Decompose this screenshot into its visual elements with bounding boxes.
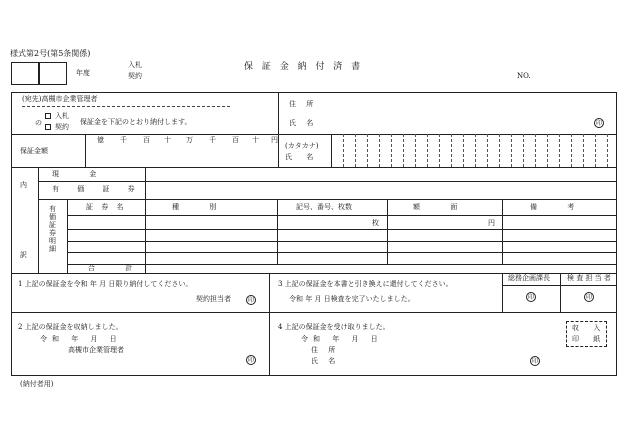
address-label: 住 所 bbox=[289, 100, 318, 108]
stamp-line-2: 印 紙 bbox=[572, 335, 607, 343]
year-box-2[interactable] bbox=[39, 62, 67, 85]
kana-label: (カタカナ) bbox=[285, 142, 319, 150]
amount-label: 保証金額 bbox=[20, 147, 48, 155]
no-label: NO. bbox=[517, 72, 531, 80]
col-number: 記号、番号、枚数 bbox=[296, 203, 352, 211]
manager-label: 総務企画課長 bbox=[508, 274, 550, 282]
unit-yen-detail: 円 bbox=[488, 219, 495, 227]
year-box[interactable] bbox=[11, 62, 39, 85]
kana-name-label: 氏 名 bbox=[285, 153, 320, 161]
unit-hyaku-2: 百 bbox=[232, 136, 239, 144]
option-prefix: の bbox=[35, 119, 42, 127]
cash-label: 現 金 bbox=[52, 170, 111, 178]
recipient: (宛先)高槻市企業管理者 bbox=[22, 95, 98, 103]
section-4-text: 4 上記の保証金を受け取りました。 bbox=[278, 323, 390, 331]
section-4-name: 氏 名 bbox=[311, 357, 340, 365]
contract-staff-label: 契約担当者 bbox=[196, 295, 231, 303]
unit-juu: 十 bbox=[164, 136, 171, 144]
securities-detail-side: 有価証券明細 bbox=[49, 205, 56, 253]
col-security-name: 証 券 名 bbox=[86, 203, 127, 211]
col-remarks: 備 考 bbox=[530, 203, 589, 211]
section-2-org: 高槻市企業管理者 bbox=[68, 346, 124, 354]
unit-sen-2: 千 bbox=[209, 136, 216, 144]
form-number: 様式第2号(第5条関係) bbox=[10, 49, 91, 58]
inspector-label: 検 査 担 当 者 bbox=[567, 274, 611, 282]
type-bid-label: 入札 bbox=[128, 61, 142, 69]
section-1-text: 1 上記の保証金を令和 年 月 日限り納付してください。 bbox=[18, 280, 193, 288]
unit-sheets: 枚 bbox=[372, 219, 379, 227]
col-type: 種 別 bbox=[172, 203, 231, 211]
copy-label: (納付者用) bbox=[20, 380, 54, 388]
seal-icon: 印 bbox=[595, 120, 602, 127]
unit-hyaku: 百 bbox=[143, 136, 150, 144]
bid-checkbox[interactable] bbox=[45, 113, 51, 119]
unit-oku: 億 bbox=[97, 136, 104, 144]
seal-icon: 印 bbox=[247, 297, 254, 304]
unit-yen: 円 bbox=[271, 136, 278, 144]
section-3-text: 3 上記の保証金を本書と引き換えに還付してください。 bbox=[278, 280, 453, 288]
stamp-line-1: 収 入 bbox=[572, 324, 607, 332]
breakdown-side-bottom: 訳 bbox=[20, 251, 27, 259]
section-2-date: 令和 年 月 日 bbox=[40, 335, 122, 343]
type-contract-label: 契約 bbox=[128, 72, 142, 80]
contract-option-label: 契約 bbox=[55, 123, 69, 131]
section-4-date: 令和 年 月 日 bbox=[301, 335, 383, 343]
bid-option-label: 入札 bbox=[55, 112, 69, 120]
breakdown-side-top: 内 bbox=[20, 181, 27, 189]
payment-statement: 保証金を下記のとおり納付します。 bbox=[80, 118, 192, 126]
section-3-date: 令和 年 月 日検査を完了いたしました。 bbox=[289, 295, 415, 303]
unit-man: 万 bbox=[186, 136, 193, 144]
securities-label: 有 価 証 券 bbox=[52, 185, 143, 193]
unit-juu-2: 十 bbox=[252, 136, 259, 144]
total-label: 合 計 bbox=[88, 264, 147, 272]
section-2-text: 2 上記の保証金を収納しました。 bbox=[18, 323, 123, 331]
year-label: 年度 bbox=[76, 69, 90, 77]
seal-icon: 印 bbox=[247, 357, 254, 364]
section-4-address: 住 所 bbox=[311, 346, 340, 354]
contract-checkbox[interactable] bbox=[45, 124, 51, 130]
document-title: 保 証 金 納 付 済 書 bbox=[244, 62, 364, 72]
seal-icon: 印 bbox=[585, 294, 592, 301]
name-label: 氏 名 bbox=[289, 119, 318, 127]
col-face-value: 額 面 bbox=[413, 203, 472, 211]
unit-sen: 千 bbox=[120, 136, 127, 144]
seal-icon: 印 bbox=[527, 294, 534, 301]
seal-icon: 印 bbox=[531, 358, 538, 365]
